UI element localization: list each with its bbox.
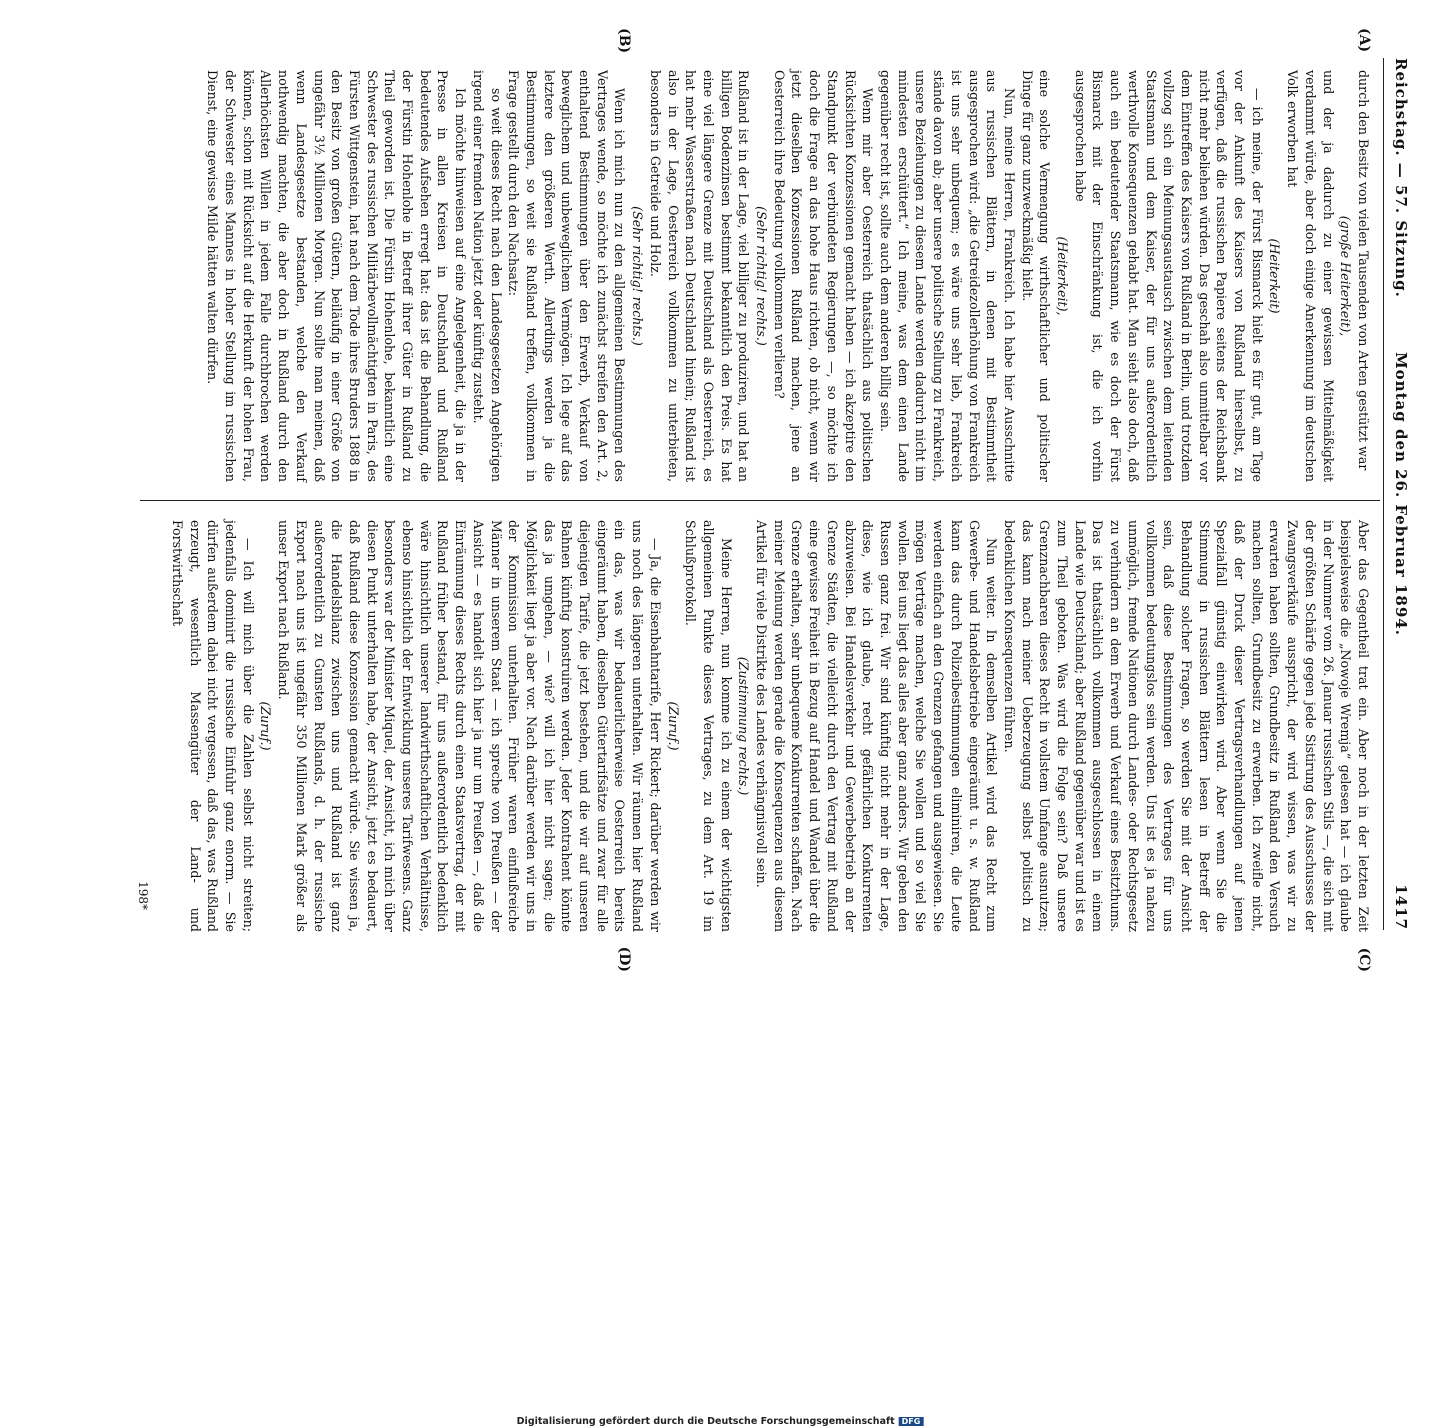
column-divider	[140, 500, 1380, 501]
speech-annotation: (große Heiterkeit),	[1338, 215, 1354, 337]
right-text-column	[168, 520, 1372, 932]
paragraph: — Ja, die Eisenbahntarife, Herr Rickert; darüber werden wir uns noch des längeren unterhalten. Wir räumen hier Rußland ein das, was wir bedauerlicherweise Oesterreich bereits eingeräumt haben, dieselben Gütertarifsätze und zwar für alle diejenigen Tarife, die jetzt bestehen, und die wir auf unseren Bahnen künftig konstruiren werden. Jeder Kontrahent könnte das ja umgehen, — wie? will ich hier nicht sagen; die Möglichkeit liegt ja aber vor. Nach darüber werden wir uns in der Kommission unterhalten. Früher waren einflußreiche Männer in unserem Staat — ich spreche von Preußen — der Ansicht — es handelt sich hier ja nur um Preußen —, daß die Einräumung dieses Rechts durch einen Staatsvertrag, der mit Rußland früher bestand, für uns außerordentlich bedenklich wäre hinsichtlich unserer landwirthschaftlichen Verhältnisse, ebenso hinsichtlich der Entwicklung unseres Tarifwesens. Ganz besonders war der Minister Miquel, der Ansicht, ich mich über diesen Punkt unterhalten habe, der Ansicht, jetzt es bedauert, daß Rußland diese Konzession gemacht würde. Sie wissen ja, die Handelsbilanz zwischen uns und Rußland ist ganz außerordentlich zu Gunsten Rußlands, d. h. der russische Export nach uns ist ungefähr 350 Millionen Mark größer als unser Export nach Rußland.	[276, 520, 663, 932]
speech-annotation: (Heiterkeit),	[1055, 236, 1071, 316]
speech-annotation: (Zuruf.)	[258, 701, 274, 751]
page-number: 1417	[1392, 884, 1410, 930]
header-rule	[1383, 58, 1384, 930]
margin-marker-d: (D)	[616, 946, 632, 972]
speech-annotation: (Heiterkeit)	[1267, 238, 1283, 314]
speech-annotation: (Zustimmung rechts.)	[736, 656, 752, 796]
margin-marker-a: (A)	[1356, 28, 1372, 53]
paragraph: Nun, meine Herren, Frankreich. Ich habe hier Ausschnitte aus russischen Blättern, in denen mit Bestimmtheit ausgesprochen wird: „die Getreidezollerhöhung von Frankreich ist uns sehr unbequem; es wäre uns sehr lieb, Frankreich stände davon ab; aber unsere politische Stellung zu Frankreich, unsere Beziehungen zu diesem Lande werden dadurch nicht im mindesten erschüttert.“ Ich meine, was dem einen Lande gegenüber recht ist, sollte auch dem anderen billig sein.	[878, 70, 1017, 482]
watermark-text: Digitalisierung gefördert durch die Deutsche Forschungsgemeinschaft	[516, 1416, 895, 1427]
digitization-watermark	[517, 1416, 924, 1427]
margin-marker-b: (B)	[616, 28, 632, 54]
paragraph: eine solche Vermengung wirthschaftlicher und politischer Dinge für ganz unzweckmäßig hielt.	[1019, 70, 1053, 482]
header-date: Montag den 26. Februar 1894.	[1392, 352, 1410, 636]
header-session: Reichstag. — 57. Sitzung.	[1392, 58, 1410, 298]
paragraph: Wenn ich mich nun zu den allgemeinen Bestimmungen des Vertrages wende, so möchte ich zunächst streifen den Art. 2, enthaltend Bestimmungen über den Erwerb, Verkauf von beweglichem und unbeweglichem Vermögen. Ich lege auf das letztere den größeren Werth. Allerdings werden ja die Bestimmungen, so weit sie Rußland treffen, vollkommen in Frage gestellt durch den Nachsatz:	[506, 70, 628, 482]
page-header	[1388, 58, 1410, 930]
paragraph: Wenn mir aber Oesterreich thatsächlich aus politischen Rücksichten Konzessionen gemacht haben — ich akzeptire den Standpunkt der verbündeten Regierungen —, so möchte ich doch die Frage an das hohe Haus richten, ob nicht, wenn wir jetzt dieselben Konzessionen Rußland machen, jene an Oesterreich ihre Bedeutung vollkommen verlieren?	[771, 70, 876, 482]
margin-marker-c: (C)	[1356, 947, 1372, 972]
paragraph: — Ich will mich über die Zahlen selbst nicht streiten; jedenfalls dominirt die russische Einfuhr ganz enorm. — Sie dürfen außerdem dabei nicht vergessen, daß das, was Rußland erzeugt, wesentlich Massengüter der Land- und Forstwirthschaft	[169, 520, 256, 932]
paragraph: — ich meine, der Fürst Bismarck hielt es für gut, am Tage vor der Ankunft des Kaisers von Rußland hierselbst, zu verfügen, daß die russischen Papiere seitens der Reichsbank nicht mehr beliehen würden. Das geschah also unmittelbar vor dem Eintreffen des Kaisers von Rußland in Berlin, und trotzdem vollzog sich ein Meinungsaustausch zwischen dem leitenden Staatsmann und dem Kaiser, der für uns außerordentlich werthvolle Konsequenzen gehabt hat. Man sieht also doch, daß auch ein bedeutender Staatsmann, wie es doch der Fürst Bismarck mit der Einschränkung ist, die ich vorhin ausgesprochen habe	[1072, 70, 1265, 482]
paragraph: Nun weiter. In demselben Artikel wird das Recht zum Gewerbe- und Handelsbetriebe eingeräumt u. s. w. Rußland kann das durch Polizeibestimmungen eliminiren, die Leute werden einfach an den Grenzen gefangen und ausgewiesen. Sie mögen Verträge machen, welche Sie wollen und so viel Sie wollen. Bei uns liegt das alles aber ganz anders. Wir geben den Russen ganz frei. Wir sind künftig nicht mehr in der Lage, diese, wie ich glaube, recht gefährlichen Konkurrenten abzuweisen. Bei Handelsverkehr und Gewerbebetrieb an der Grenze Städten, die vielleicht durch den Vertrag mit Rußland eine gewisse Freiheit in Bezug auf Handel und Wandel über die Grenze erhalten, sehr unbequeme Konkurrenten schaffen. Nach meiner Meinung werden gerade die Konsequenzen aus diesem Artikel für viele Distrikte des Landes verhängnisvoll sein.	[754, 520, 1000, 932]
paragraph: Ich möchte hinweisen auf eine Angelegenheit, die ja in der Presse in allen Kreisen in Deutschland und Rußland bedeutendes Aufsehen erregt hat: das ist die Behandlung, die der Fürstin Hohenlohe in Betreff ihrer Güter in Rußland zu Theil geworden ist. Die Fürstin Hohenlohe, bekanntlich eine Schwester des russischen Militärbevollmächtigten in Paris, des Fürsten Wittgenstein, hat nach dem Tode ihres Bruders 1888 in den Besitz von großen Gütern, beiläufig in einer Größe von ungefähr 3½ Millionen Morgen. Nun sollte man meinen, daß wenn Landesgesetze bestanden, welche den Verkauf nothwendig machten, die aber doch in Rußland durch den Allerhöchsten Willen in jedem Falle durchbrochen werden können, schon mit Rücksicht auf die Herkunft der hohen Frau, der Schwester eines Mannes in hoher Stellung im russischen Dienst, eine gewisse Milde hätten walten dürfen.	[205, 70, 469, 482]
dfg-logo: DFG	[899, 1417, 924, 1426]
left-text-column	[204, 70, 1372, 482]
paragraph: Rußland ist in der Lage, viel billiger zu produziren, und hat an billigen Bodenzinsen bestimmt bekanntlich den Preis. Es hat eine viel längere Grenze mit Deutschland als Oesterreich, es hat mehr Wasserstraßen nach Deutschland hinein; Rußland ist also in der Lage, Oesterreich vollkommen zu unterbieten, besonders in Getreide und Holz.	[647, 70, 752, 482]
speech-annotation: (Sehr richtig! rechts.)	[754, 206, 770, 346]
paragraph: Aber das Gegentheil trat ein. Aber noch in der letzten Zeit beispielsweise die „Nowoje Wremja“ gelesen hat — ich glaube in der Nummer vom 26. Januar russischen Stils —, die sich mit der größten Schärfe gegen jede Sistirung des Ausschusses der Zwangsverkäufe ausspricht, der wird wissen, was wir zu erwarten haben sollten, Grundbesitz in Rußland den Versuch machen sollten, Grundbesitz zu erwerben. Ich zweifle nicht, daß der Druck dieser Vertragsverhandlungen auf jenen Spezialfall günstig einwirken wird. Aber wenn Sie die Stimmung in russischen Blättern lesen in Betreff der Behandlung solcher Fragen, so werden Sie mit der Ansicht sein, daß diese Bestimmungen des Vertrages für uns vollkommen bedeutungslos sein werden. Uns ist es ja nahezu unmöglich, fremde Nationen durch Landes- oder Rechtsgesetz zu verhindern an dem Erwerb und Verkauf eines Besitzthums. Das ist thatsächlich vollkommen ausgeschlossen in einem Lande wie Deutschland; aber Rußland gegenüber war und ist es zum Theil geboten. Was wird die Folge sein? Daß unsere Grenznachbaren dieses Recht in vollstem Umfange ausnutzen; das kann nach meiner Ueberzeugung selbst politisch zu bedenklichen Konsequenzen führen.	[1001, 520, 1371, 932]
paragraph: so weit dieses Recht nach den Landesgesetzen Angehörigen irgend einer fremden Nation jetzt oder künftig zusteht.	[470, 70, 504, 482]
paragraph: Meine Herren, nun komme ich zu einem der wichtigsten allgemeinen Punkte dieses Vertrages, zu dem Art. 19 im Schlußprotokoll.	[683, 520, 734, 932]
paragraph: durch den Besitz von vielen Tausenden von Arten gestützt war	[1356, 70, 1371, 471]
page-signature: 198*	[136, 881, 150, 910]
paragraph: und der ja dadurch zu einer gewissen Mittelmäßigkeit verdammt würde, aber doch einige Anerkennung im deutschen Volk erworben hat	[1285, 70, 1336, 482]
speech-annotation: (Zuruf.)	[665, 701, 681, 751]
speech-annotation: (Sehr richtig! rechts.)	[630, 206, 646, 346]
